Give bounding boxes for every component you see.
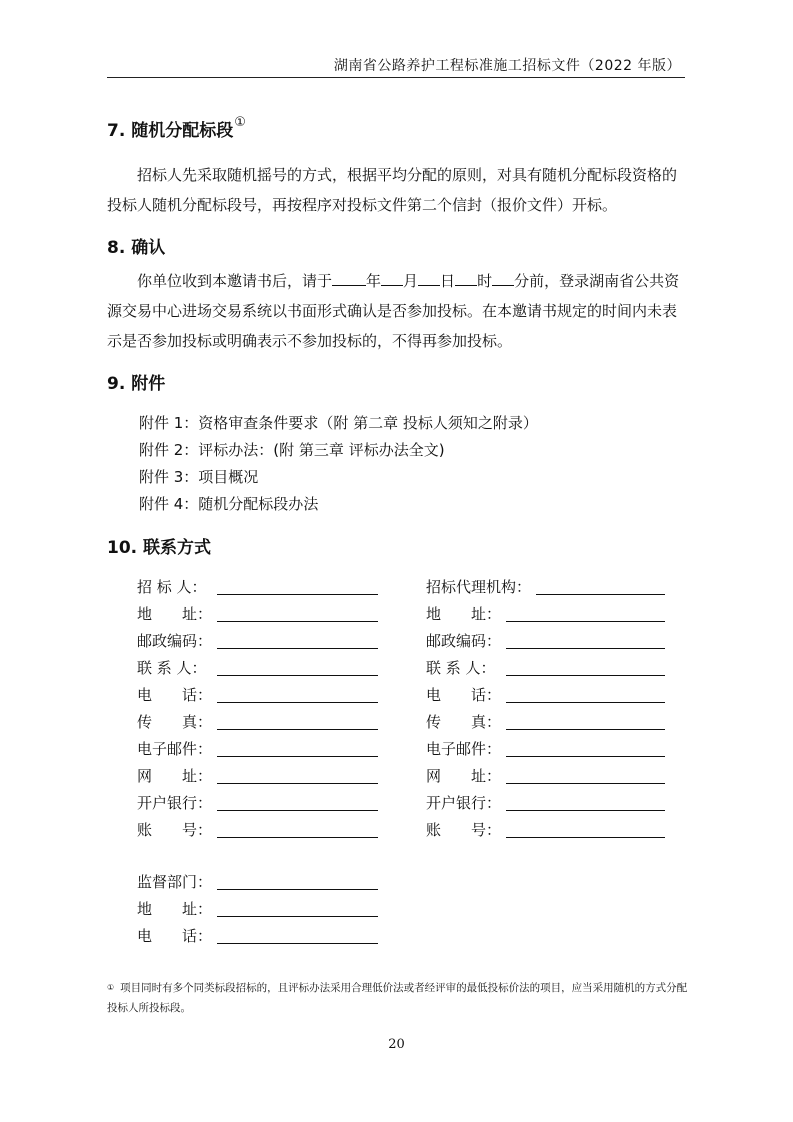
day-label: 日 <box>440 272 456 290</box>
field-label: 联 系 人： <box>137 659 207 677</box>
supervision-phone-row <box>137 925 387 945</box>
confirm-text-end: 分前，登录湖南省公共资源交易中心进场交易系统以书面形式确认是否参加投标。在本邀请书规定的时间内未表示是否参加投标或明确表示不参加投标的，不得再参加投标。 <box>107 272 680 350</box>
year-label: 年 <box>366 272 382 290</box>
fax-row <box>137 711 387 731</box>
fill-line[interactable] <box>506 648 665 649</box>
section-7-heading <box>107 116 246 141</box>
agency-email-row <box>426 738 676 758</box>
month-label: 月 <box>403 272 419 290</box>
hour-label: 时 <box>477 272 493 290</box>
fill-line[interactable] <box>506 837 665 838</box>
fill-line[interactable] <box>506 729 665 730</box>
fill-line[interactable] <box>217 675 378 676</box>
field-label: 地 址： <box>137 605 213 623</box>
agency-row <box>426 576 676 596</box>
contact-person-row <box>137 657 387 677</box>
fill-line[interactable] <box>506 621 665 622</box>
field-label: 监督部门： <box>137 873 213 891</box>
field-label: 电 话： <box>137 927 213 945</box>
field-label: 地 址： <box>426 605 502 623</box>
field-label: 开户银行： <box>426 794 502 812</box>
website-row <box>137 765 387 785</box>
field-label: 邮政编码： <box>426 632 502 650</box>
agency-address-row <box>426 603 676 623</box>
fill-line[interactable] <box>506 675 665 676</box>
field-label: 开户银行： <box>137 794 213 812</box>
supervision-dept-row <box>137 871 387 891</box>
fill-line[interactable] <box>217 648 378 649</box>
attachment-item: 附件 2：评标办法：(附 第三章 评标办法全文) <box>139 441 445 459</box>
section-7-paragraph <box>107 160 691 220</box>
postcode-row <box>137 630 387 650</box>
fill-line[interactable] <box>217 729 378 730</box>
field-label: 地 址： <box>137 900 213 918</box>
address-row <box>137 603 387 623</box>
phone-row <box>137 684 387 704</box>
field-label: 账 号： <box>426 821 502 839</box>
attachment-item: 附件 3：项目概况 <box>139 468 259 486</box>
field-label: 传 真： <box>137 713 213 731</box>
header-title: 湖南省公路养护工程标准施工招标文件（2022 年版） <box>333 58 681 74</box>
field-label: 电 话： <box>137 686 213 704</box>
section-7-text: 招标人先采取随机摇号的方式，根据平均分配的原则，对具有随机分配标段资格的投标人随机分配标段号，再按程序对投标文件第二个信封（报价文件）开标。 <box>107 166 678 214</box>
day-blank <box>418 271 440 286</box>
section-7-heading-text: 7. 随机分配标段 <box>107 121 234 141</box>
fill-line[interactable] <box>217 621 378 622</box>
footnote-text: 项目同时有多个同类标段招标的，且评标办法采用合理低价法或者经评审的最低投标价法的项目，应当采用随机的方式分配投标人所投标段。 <box>107 982 688 1014</box>
agency-website-row <box>426 765 676 785</box>
field-label: 网 址： <box>137 767 213 785</box>
fill-line[interactable] <box>506 810 665 811</box>
field-label: 网 址： <box>426 767 502 785</box>
footnote <box>107 978 697 1018</box>
agency-fax-row <box>426 711 676 731</box>
minute-blank <box>492 271 514 286</box>
field-label: 联 系 人： <box>426 659 496 677</box>
field-label: 电 话： <box>426 686 502 704</box>
hour-blank <box>455 271 477 286</box>
section-8-heading: 8. 确认 <box>107 238 166 258</box>
page-number: 20 <box>388 1037 405 1052</box>
field-label: 招标代理机构： <box>426 578 532 596</box>
fill-line[interactable] <box>217 594 378 595</box>
fill-line[interactable] <box>217 702 378 703</box>
field-label: 电子邮件： <box>137 740 213 758</box>
field-label: 电子邮件： <box>426 740 502 758</box>
agency-bank-row <box>426 792 676 812</box>
fill-line[interactable] <box>506 702 665 703</box>
section-8-paragraph <box>107 266 691 356</box>
section-10-heading: 10. 联系方式 <box>107 538 212 558</box>
footnote-mark: ① <box>107 983 115 992</box>
fill-line[interactable] <box>506 756 665 757</box>
email-row <box>137 738 387 758</box>
attachment-item: 附件 1：资格审查条件要求（附 第二章 投标人须知之附录） <box>139 414 538 432</box>
tenderer-row <box>137 576 387 596</box>
agency-postcode-row <box>426 630 676 650</box>
field-label: 账 号： <box>137 821 213 839</box>
fill-line[interactable] <box>217 916 378 917</box>
fill-line[interactable] <box>217 756 378 757</box>
attachment-item: 附件 4：随机分配标段办法 <box>139 495 319 513</box>
footnote-reference[interactable]: ① <box>234 115 246 130</box>
fill-line[interactable] <box>217 837 378 838</box>
header-divider <box>107 77 685 78</box>
field-label: 邮政编码： <box>137 632 213 650</box>
fill-line[interactable] <box>536 594 665 595</box>
fill-line[interactable] <box>217 783 378 784</box>
fill-line[interactable] <box>506 783 665 784</box>
account-row <box>137 819 387 839</box>
agency-phone-row <box>426 684 676 704</box>
agency-account-row <box>426 819 676 839</box>
fill-line[interactable] <box>217 810 378 811</box>
year-blank <box>332 271 366 286</box>
fill-line[interactable] <box>217 943 378 944</box>
field-label: 传 真： <box>426 713 502 731</box>
fill-line[interactable] <box>217 889 378 890</box>
field-label: 招 标 人： <box>137 578 207 596</box>
confirm-text-start: 你单位收到本邀请书后，请于 <box>137 272 333 290</box>
supervision-address-row <box>137 898 387 918</box>
section-9-heading: 9. 附件 <box>107 374 166 394</box>
bank-row <box>137 792 387 812</box>
month-blank <box>381 271 403 286</box>
agency-contact-row <box>426 657 676 677</box>
